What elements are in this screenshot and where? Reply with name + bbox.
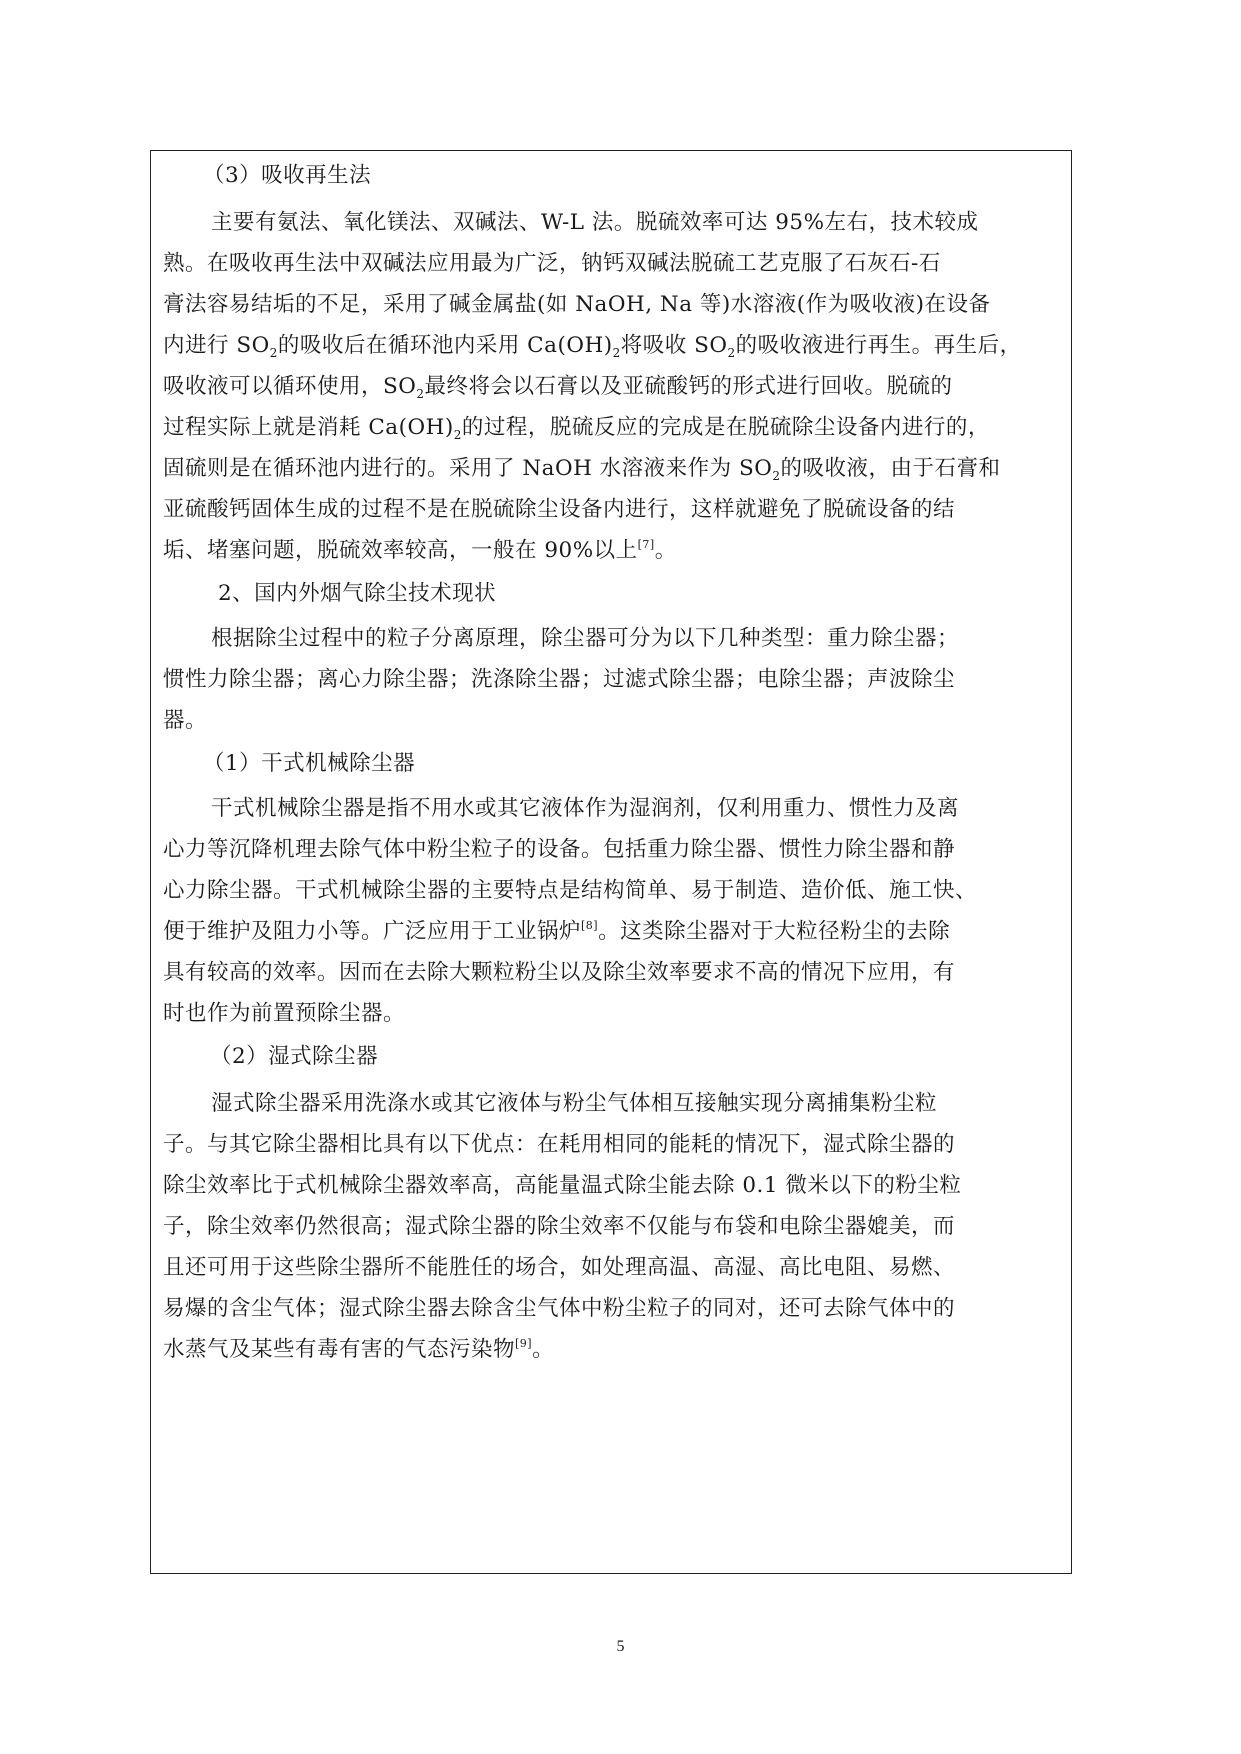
paragraph-line: 且还可用于这些除尘器所不能胜任的场合，如处理高温、高湿、高比电阻、易燃、 xyxy=(163,1255,956,1280)
paragraph-line: 干式机械除尘器是指不用水或其它液体作为湿润剂，仅利用重力、惯性力及离 xyxy=(211,796,960,821)
paragraph-line: 惯性力除尘器；离心力除尘器；洗涤除尘器；过滤式除尘器；电除尘器；声波除尘 xyxy=(163,667,956,692)
paragraph-line: 亚硫酸钙固体生成的过程不是在脱硫除尘设备内进行，这样就避免了脱硫设备的结 xyxy=(163,497,956,522)
paragraph-line: 易爆的含尘气体；湿式除尘器去除含尘气体中粉尘粒子的同对，还可去除气体中的 xyxy=(163,1296,956,1321)
paragraph-line: 心力除尘器。干式机械除尘器的主要特点是结构简单、易于制造、造价低、施工快、 xyxy=(163,878,978,903)
citation-ref: [8] xyxy=(581,919,599,932)
subheading-absorption-regeneration: （3）吸收再生法 xyxy=(203,163,372,188)
paragraph-line: 吸收液可以循环使用，$SO_2$最终将会以石膏以及亚硫酸钙的形式进行回收。脱硫的 xyxy=(163,374,953,401)
paragraph-line: 时也作为前置预除尘器。 xyxy=(163,1001,406,1026)
paragraph-line: 器。 xyxy=(163,708,208,733)
paragraph-line: 内进行 $SO_2$的吸收后在循环池内采用 $Ca(OH)_2$将吸收 $SO_2$的吸收液进行再生。再生后， xyxy=(163,333,1022,360)
paragraph-line: 具有较高的效率。因而在去除大颗粒粉尘以及除尘效率要求不高的情况下应用，有 xyxy=(163,960,956,985)
subheading-dry-mechanical: （1）干式机械除尘器 xyxy=(203,751,416,776)
section-heading-dust-removal: 2、国内外烟气除尘技术现状 xyxy=(218,581,497,606)
citation-ref: [7] xyxy=(637,538,655,551)
paragraph-line: 膏法容易结垢的不足，采用了碱金属盐(如 NaOH, Na 等)水溶液(作为吸收液)在设备 xyxy=(163,292,991,317)
paragraph-line: 根据除尘过程中的粒子分离原理，除尘器可分为以下几种类型：重力除尘器； xyxy=(211,626,960,651)
paragraph-line: 心力等沉降机理去除气体中粉尘粒子的设备。包括重力除尘器、惯性力除尘器和静 xyxy=(163,837,956,862)
citation-ref: [9] xyxy=(515,1337,533,1350)
paragraph-line: 便于维护及阻力小等。广泛应用于工业锅炉[8]。这类除尘器对于大粒径粉尘的去除 xyxy=(163,919,951,944)
paragraph-line: 熟。在吸收再生法中双碱法应用最为广泛，钠钙双碱法脱硫工艺克服了石灰石-石 xyxy=(163,251,941,276)
paragraph-line: 湿式除尘器采用洗涤水或其它液体与粉尘气体相互接触实现分离捕集粉尘粒 xyxy=(211,1091,938,1116)
paragraph-line: 子。与其它除尘器相比具有以下优点：在耗用相同的能耗的情况下，湿式除尘器的 xyxy=(163,1132,956,1157)
paragraph-line: 主要有氨法、氧化镁法、双碱法、W-L 法。脱硫效率可达 95%左右，技术较成 xyxy=(211,210,979,235)
paragraph-line: 过程实际上就是消耗 $Ca(OH)_2$的过程，脱硫反应的完成是在脱硫除尘设备内进行的， xyxy=(163,415,990,442)
paragraph-line: 水蒸气及某些有毒有害的气态污染物[9]。 xyxy=(163,1337,555,1362)
paragraph-line: 除尘效率比于式机械除尘器效率高，高能量温式除尘能去除 0.1 微米以下的粉尘粒 xyxy=(163,1173,962,1198)
paragraph-line: 固硫则是在循环池内进行的。采用了 NaOH 水溶液来作为 $SO_2$的吸收液，由于石膏和 xyxy=(163,456,1001,483)
page-number: 5 xyxy=(616,1638,625,1655)
paragraph-line: 垢、堵塞问题，脱硫效率较高，一般在 90%以上[7]。 xyxy=(163,538,677,563)
subheading-wet-collector: （2）湿式除尘器 xyxy=(210,1044,379,1069)
paragraph-line: 子，除尘效率仍然很高；湿式除尘器的除尘效率不仅能与布袋和电除尘器媲美，而 xyxy=(163,1214,956,1239)
